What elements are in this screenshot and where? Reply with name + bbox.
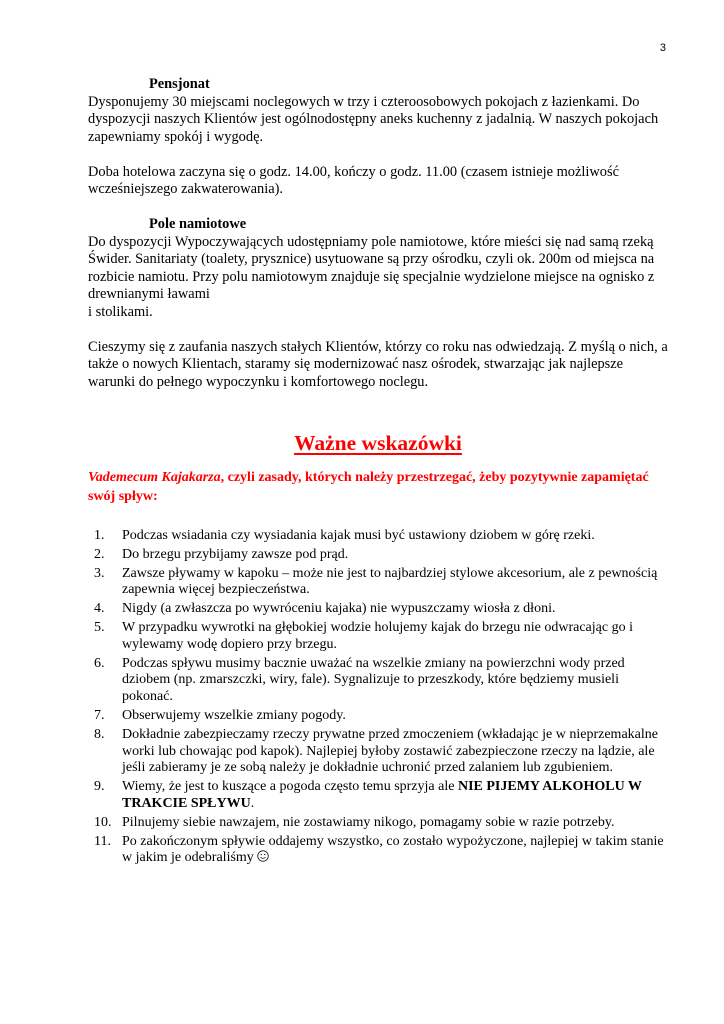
tip-text-main: Wiemy, że jest to kuszące a pogoda często temu sprzyja ale	[122, 779, 458, 795]
smiley-face-icon	[257, 850, 269, 862]
tip-text	[122, 815, 668, 832]
tip-text-main: Zawsze pływamy w kapoku – może nie jest to najbardziej stylowe akcesorium, ale z pewnością zapewnia więcej bezpieczeństwa.	[122, 565, 658, 598]
tip-number: 6.	[94, 655, 105, 671]
tip-text	[122, 528, 668, 545]
tip-number: 10.	[94, 814, 112, 830]
tip-item	[88, 708, 668, 725]
tip-text	[122, 620, 668, 654]
tip-item	[88, 528, 668, 545]
check-in-paragraph: Doba hotelowa zaczyna się o godz. 14.00, kończy o godz. 11.00 (czasem istnieje możliwość wcześniejszego zakwaterowania).	[88, 163, 619, 197]
tip-text	[122, 779, 668, 813]
tip-text	[122, 547, 668, 564]
tip-number: 9.	[94, 779, 105, 795]
tip-text-main: Podczas spływu musimy bacznie uważać na wszelkie zmiany na powierzchni wody przed dziobem (np. zmarszczki, wiry, fale). Sygnalizuje to przeszkody, które będziemy musieli pokonać.	[122, 655, 625, 705]
tip-text-main: Do brzegu przybijamy zawsze pod prąd.	[122, 546, 349, 562]
tip-text	[122, 601, 668, 618]
vademecum-intro	[88, 469, 668, 506]
tip-text-after: .	[250, 795, 255, 811]
tip-item	[88, 779, 668, 813]
page-number: 3	[659, 42, 666, 54]
tip-text	[122, 566, 668, 600]
tip-number: 2.	[94, 546, 105, 562]
tip-text-main: Nigdy (a zwłaszcza po wywróceniu kajaka) nie wypuszczamy wiosła z dłoni.	[122, 601, 556, 617]
tip-item	[88, 815, 668, 832]
tip-text-main: Obserwujemy wszelkie zmiany pogody.	[122, 707, 346, 723]
tip-text	[122, 656, 668, 706]
tip-text-main: Podczas wsiadania czy wysiadania kajak musi być ustawiony dziobem w górę rzeki.	[122, 528, 595, 543]
tip-item	[88, 601, 668, 618]
tip-text-main: Po zakończonym spływie oddajemy wszystko, co zostało wypożyczone, najlepiej w takim stanie w jakim je odebraliśmy	[122, 833, 664, 866]
tip-number: 4.	[94, 601, 105, 617]
tip-number: 8.	[94, 726, 105, 742]
tip-item	[88, 834, 668, 868]
tip-number: 3.	[94, 565, 105, 581]
vademecum-title: Vademecum Kajakarza	[88, 470, 221, 485]
section-heading-pensjonat: Pensjonat	[149, 76, 210, 92]
closing-paragraph: Cieszymy się z zaufania naszych stałych Klientów, którzy co roku nas odwiedzają. Z myślą o nich, a także o nowych Klientach, staramy się modernizować nasz ośrodek, stwarzając jak najlepsze warunki do pełnego wypoczynku i komfortowego noclegu.	[88, 338, 668, 390]
tip-item	[88, 656, 668, 706]
tip-text	[122, 708, 668, 725]
tip-item	[88, 727, 668, 777]
important-tips-title: Ważne wskazówki	[294, 431, 462, 455]
document-body	[88, 76, 668, 869]
tip-text	[122, 834, 668, 868]
pensjonat-paragraph: Dysponujemy 30 miejscami noclegowych w trzy i czteroosobowych pokojach z łazienkami. Do dyspozycji naszych Klientów jest ogólnodostępny aneks kuchenny z jadalnią. W naszych pokojach zapewniamy spokój i wygodę.	[88, 93, 659, 145]
tip-text-main: W przypadku wywrotki na głębokiej wodzie holujemy kajak do brzegu nie odwracając go i wylewamy wodę dopiero przy brzegu.	[122, 619, 633, 652]
campsite-paragraph: Do dyspozycji Wypoczywających udostępniamy pole namiotowe, które mieści się nad samą rzeką Świder. Sanitariaty (toalety, prysznice) usytuowane są przy ośrodku, czyli ok. 200m od miejsca na rozbicie namiotu. Przy polu namiotowym znajduje się specjalnie wydzielone miejsce na ognisko z drewnianymi ławami	[88, 233, 655, 302]
section-heading-pole-namiotowe: Pole namiotowe	[149, 216, 247, 232]
campsite-paragraph-tail: i stolikami.	[88, 303, 153, 320]
tip-item	[88, 547, 668, 564]
tip-text-main: Pilnujemy siebie nawzajem, nie zostawiamy nikogo, pomagamy sobie w razie potrzeby.	[122, 814, 615, 830]
tip-number: 5.	[94, 619, 105, 635]
vademecum-intro-rest: , czyli zasady, których należy przestrzegać, żeby pozytywnie zapamiętać swój spływ:	[88, 470, 649, 504]
tip-text-emphasis: NIE PIJEMY ALKOHOLU W TRAKCIE SPŁYWU	[122, 779, 642, 811]
tip-number: 11.	[94, 833, 111, 849]
tip-item	[88, 620, 668, 654]
tip-item	[88, 566, 668, 600]
tip-text	[122, 727, 668, 777]
tips-list	[88, 528, 668, 867]
tip-number: 7.	[94, 707, 105, 723]
tip-number: 1.	[94, 528, 105, 543]
tip-text-main: Dokładnie zabezpieczamy rzeczy prywatne przed zmoczeniem (wkładając je w nieprzemakalne worki lub chowając pod kapok). Najlepiej byłoby zostawić zabezpieczone rzeczy na lądzie, ale jeśli zabieramy je ze sobą należy je dokładnie uchronić przed zalaniem lub zgubieniem.	[122, 726, 658, 776]
